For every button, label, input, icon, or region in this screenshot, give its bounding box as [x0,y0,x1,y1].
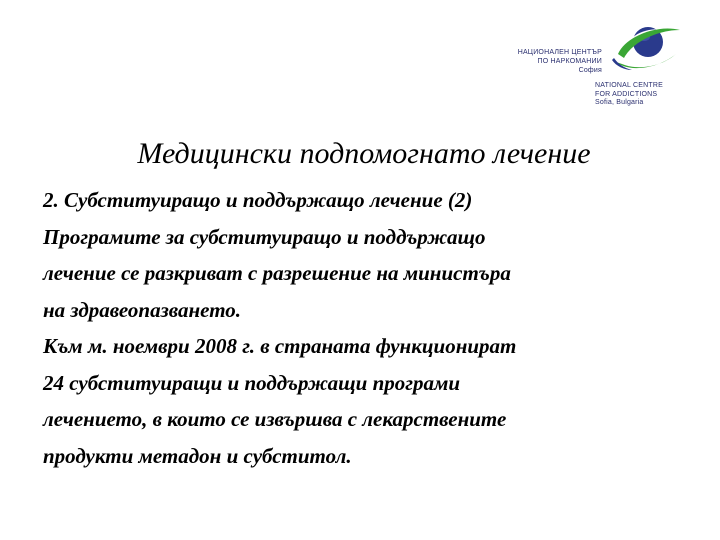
logo-bg-line1: НАЦИОНАЛЕН ЦЕНТЪР [517,49,602,56]
body-line-1: 2. Субституиращо и поддържащо лечение (2) [43,188,473,212]
body-line-8: продукти метадон и субститол. [43,443,352,468]
logo-bulgarian-text [508,48,602,75]
body-line-6: 24 субституиращи и поддържащи програми [43,370,461,395]
logo-bg-city: София [578,67,602,74]
logo-en-line1: NATIONAL CENTRE [595,82,663,89]
organization-logo [498,18,698,118]
logo-bg-line2: ПО НАРКОМАНИИ [537,58,602,65]
body-line-2: Програмите за субституиращо и поддържащо [43,224,486,249]
logo-english-text [595,82,695,108]
slide-title: Медицински подпомогнато лечение [137,137,591,170]
body-line-7: лечението, в които се извършва с лекарствените [43,407,507,431]
body-line-5: Към м. ноември 2008 г. в страната функционират [43,334,517,358]
logo-en-city: Sofia, Bulgaria [595,99,644,107]
slide-body [43,182,703,474]
body-line-3: лечение се разкриват с разрешение на министъра [43,261,511,285]
body-line-4: на здравеопазването. [43,297,242,322]
logo-en-line2: FOR ADDICTIONS [595,90,658,98]
logo-swirl-icon [606,18,686,88]
